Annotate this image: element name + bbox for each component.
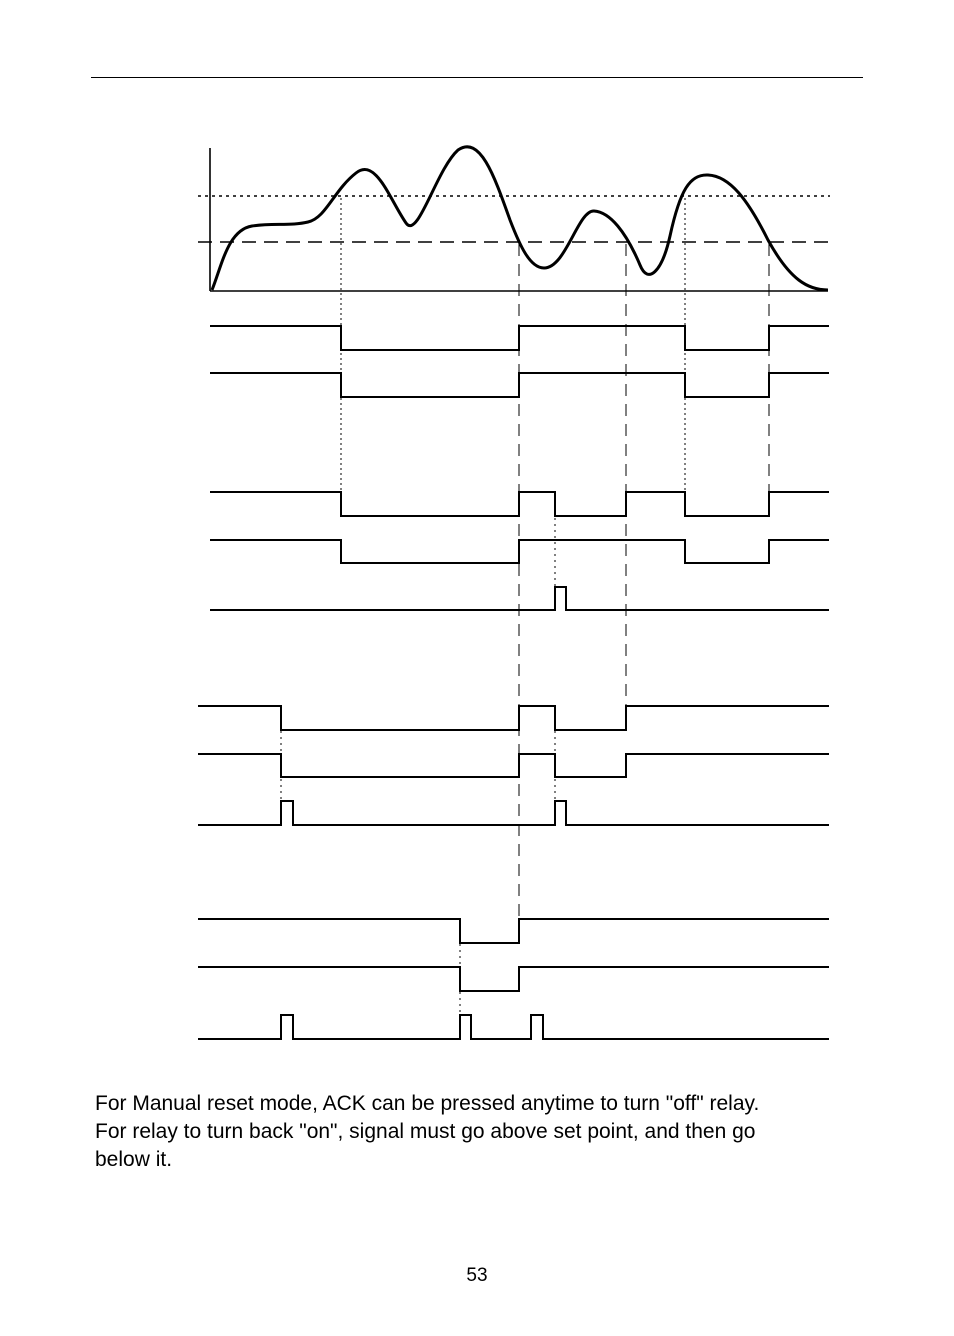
waveform-10 xyxy=(198,967,829,991)
waveform-11-ack xyxy=(198,1015,829,1039)
waveform-1 xyxy=(210,326,829,350)
waveform-3 xyxy=(210,492,829,516)
waveform-4 xyxy=(210,540,829,563)
waveform-7 xyxy=(198,754,829,777)
signal-curve xyxy=(212,147,828,290)
caption-line-1: For Manual reset mode, ACK can be pressed anytime to turn "off" relay. xyxy=(95,1092,760,1115)
caption-line-2: For relay to turn back "on", signal must go above set point, and then go xyxy=(95,1120,756,1143)
waveform-2 xyxy=(210,373,829,397)
relay-waveforms xyxy=(198,326,829,1039)
waveform-9 xyxy=(198,919,829,943)
waveform-8-ack xyxy=(198,801,829,825)
caption-text xyxy=(95,1090,875,1174)
waveform-6 xyxy=(198,706,829,730)
signal-plot xyxy=(198,147,830,291)
guide-lines xyxy=(281,198,769,1014)
caption-line-3: below it. xyxy=(95,1148,173,1171)
page-number: 53 xyxy=(466,1265,488,1286)
